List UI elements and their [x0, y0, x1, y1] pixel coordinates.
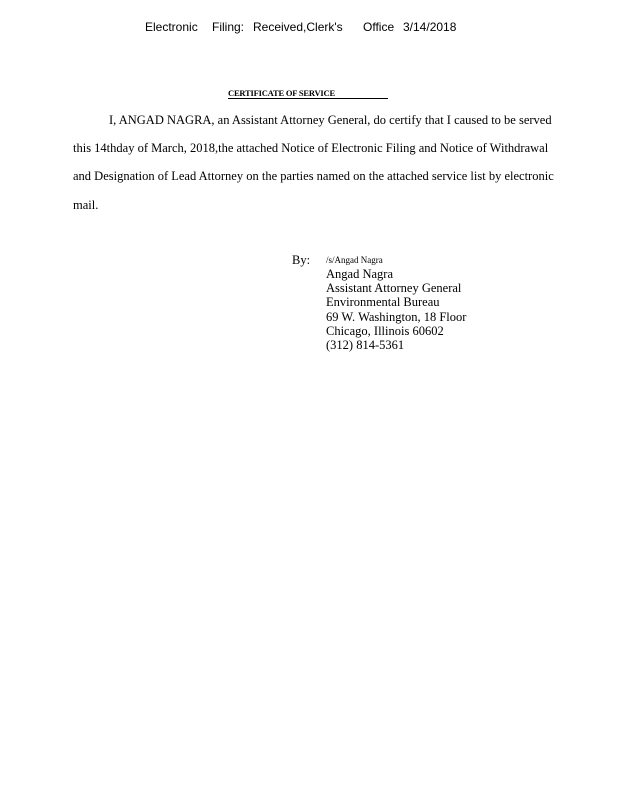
- signer-title: Assistant Attorney General: [326, 281, 462, 296]
- signer-bureau: Environmental Bureau: [326, 295, 440, 310]
- header-office: Office: [363, 20, 395, 34]
- header-date: 3/14/2018: [403, 20, 457, 34]
- signer-name: Angad Nagra: [326, 267, 393, 281]
- certificate-line-2: this 14thday of March, 2018,the attached Notice of Electronic Filing and Notice of Withdrawal: [73, 141, 549, 155]
- signer-phone: (312) 814-5361: [326, 338, 405, 353]
- signer-address: 69 W. Washington, 18 Floor: [326, 309, 467, 324]
- header-filing: Filing:: [212, 20, 245, 34]
- signer-city: Chicago, Illinois 60602: [326, 323, 444, 338]
- certificate-line-1: I, ANGAD NAGRA, an Assistant Attorney General, do certify that I caused to be served: [109, 113, 552, 127]
- header-received: Received,Clerk's: [253, 20, 343, 34]
- header-electronic: Electronic: [145, 20, 198, 34]
- electronic-signature: /s/Angad Nagra: [326, 255, 383, 265]
- by-label: By:: [292, 253, 311, 267]
- certificate-title: CERTIFICATE OF SERVICE: [228, 88, 388, 99]
- signature-block: [326, 267, 466, 352]
- certificate-line-3: and Designation of Lead Attorney on the parties named on the attached service list by electronic: [73, 169, 554, 183]
- certificate-line-4: mail.: [73, 198, 99, 212]
